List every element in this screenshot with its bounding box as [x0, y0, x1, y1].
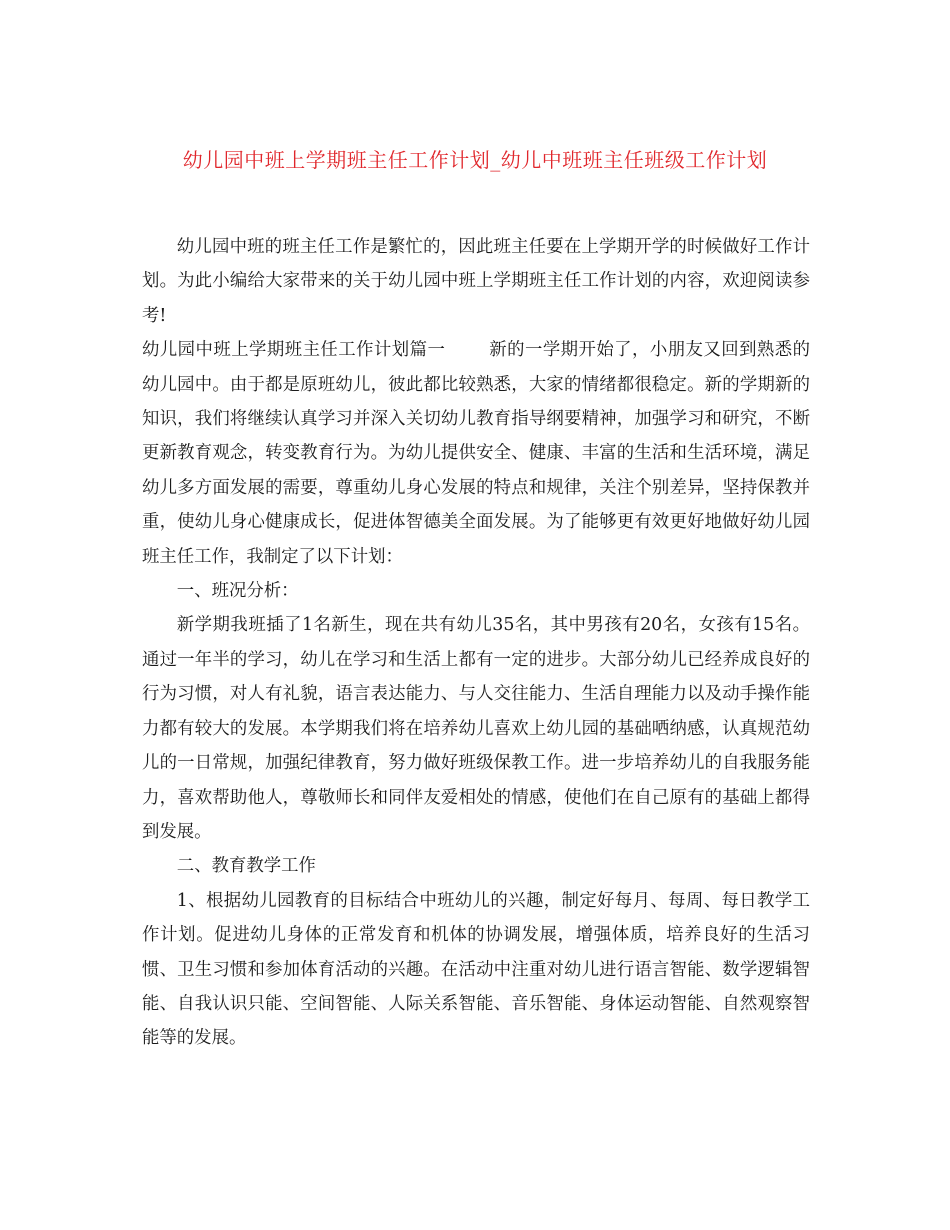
part2-heading: 二、教育教学工作 [176, 856, 316, 877]
part1-heading: 一、班况分析： [176, 581, 299, 602]
part1-paragraph: 新学期我班插了1名新生，现在共有幼儿35名，其中男孩有20名，女孩有15名。通过一年半的学习，幼儿在学习和生活上都有一定的进步。大部分幼儿已经养成良好的行为习惯，对人有礼貌，语言表达能力、与人交往能力、生活自理能力以及动手操作能力都有较大的发展。本学期我们将在培养幼儿喜欢上幼儿园的基础哂纳感，认真规范幼儿的一日常规，加强纪律教育，努力做好班级保教工作。进一步培养幼儿的自我服务能力，喜欢帮助他人，尊敬师长和同伴友爱相处的情感，使他们在自己原有的基础上都得到发展。 [142, 615, 810, 842]
section-body: 新的一学期开始了，小朋友又回到熟悉的幼儿园中。由于都是原班幼儿，彼此都比较熟悉，大家的情绪都很稳定。新的学期新的知识，我们将继续认真学习并深入关切幼儿教育指导纲要精神，加强学习和研究，不断更新教育观念，转变教育行为。为幼儿提供安全、健康、丰富的生活和生活环境，满足幼儿多方面发展的需要，尊重幼儿身心发展的特点和规律，关注个别差异，坚持保教并重，使幼儿身心健康成长，促进体智德美全面发展。为了能够更有效更好地做好幼儿园班主任工作，我制定了以下计划： [142, 340, 810, 567]
document-body [142, 230, 810, 1056]
section-paragraph [142, 333, 810, 574]
intro-paragraph: 幼儿园中班的班主任工作是繁忙的，因此班主任要在上学期开学的时候做好工作计划。为此小编给大家带来的关于幼儿园中班上学期班主任工作计划的内容，欢迎阅读参考! [142, 237, 810, 326]
part2-item1-paragraph: 1、根据幼儿园教育的目标结合中班幼儿的兴趣，制定好每月、每周、每日教学工作计划。促进幼儿身体的正常发育和机体的协调发展，增强体质，培养良好的生活习惯、卫生习惯和参加体育活动的兴趣。在活动中注重对幼儿进行语言智能、数学逻辑智能、自我认识只能、空间智能、人际关系智能、音乐智能、身体运动智能、自然观察智能等的发展。 [142, 890, 810, 1049]
document-title: 幼儿园中班上学期班主任工作计划_幼儿中班班主任班级工作计划 [182, 148, 768, 172]
section-heading: 幼儿园中班上学期班主任工作计划篇一 [142, 340, 446, 361]
